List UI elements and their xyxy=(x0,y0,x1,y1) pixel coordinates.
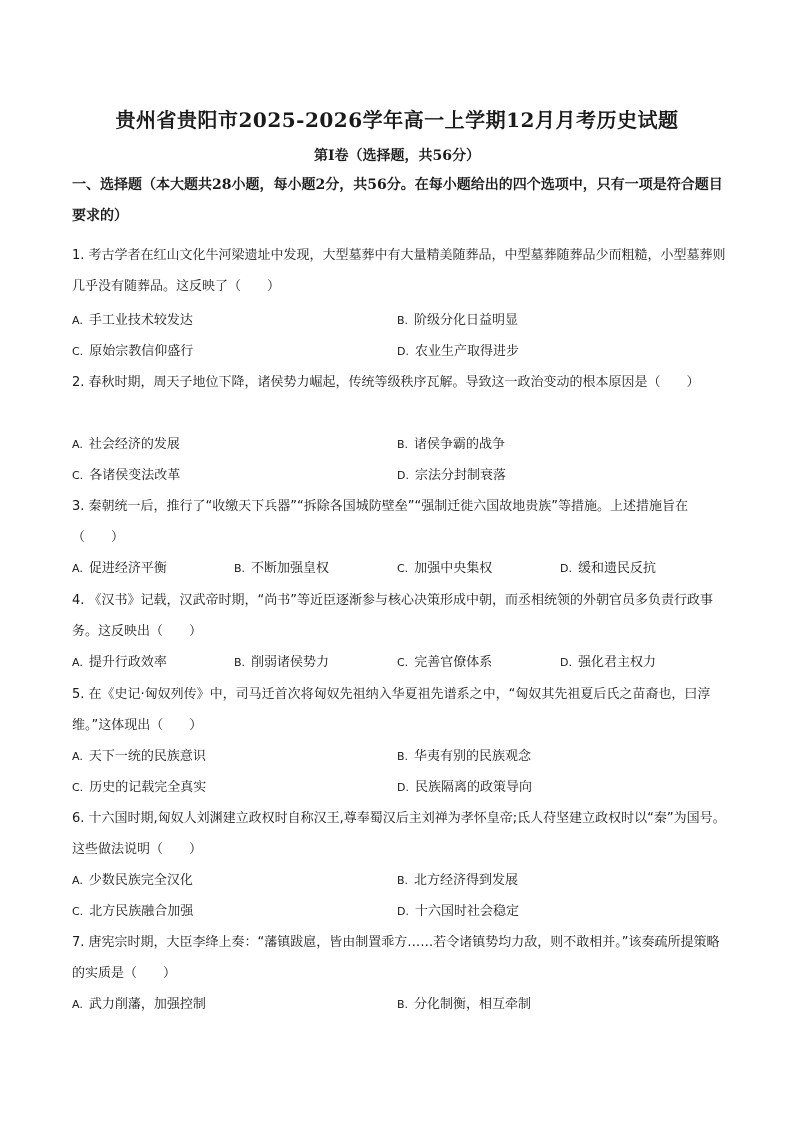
option-b[interactable]: B. 分化制衡，相互牵制 xyxy=(397,997,532,1012)
option-b[interactable]: B. 诸侯争霸的战争 xyxy=(397,437,506,452)
option-b[interactable]: B. 削弱诸侯势力 xyxy=(234,655,330,670)
question-text: 1. 考古学者在红山文化牛河梁遗址中发现，大型墓葬中有大量精美随葬品，中型墓葬随葬品少而粗糙，小型墓葬则几乎没有随葬品。这反映了（ ） xyxy=(72,248,726,294)
option-b[interactable]: B. 不断加强皇权 xyxy=(234,561,330,576)
option-d[interactable]: D. 宗法分封制衰落 xyxy=(397,468,506,483)
option-b[interactable]: B. 华夷有别的民族观念 xyxy=(397,749,532,764)
question-options-7 xyxy=(72,989,732,1020)
option-c[interactable]: C. 原始宗教信仰盛行 xyxy=(72,344,194,359)
question-text: 5. 在《史记·匈奴列传》中，司马迁首次将匈奴先祖纳入华夏祖先谱系之中，“匈奴其先祖夏后氏之苗裔也，曰淳维。”这体现出（ ） xyxy=(72,687,711,733)
option-b[interactable]: B. 北方经济得到发展 xyxy=(397,873,519,888)
option-a[interactable]: A. 少数民族完全汉化 xyxy=(72,873,193,888)
question-stem-2 xyxy=(72,367,732,398)
option-a[interactable]: A. 促进经济平衡 xyxy=(72,561,167,576)
question-text: 2. 春秋时期，周天子地位下降，诸侯势力崛起，传统等级秩序瓦解。导致这一政治变动的根本原因是（ ） xyxy=(72,375,700,390)
option-d[interactable]: D. 农业生产取得进步 xyxy=(397,344,519,359)
question-text: 7. 唐宪宗时期，大臣李绛上奏：“藩镇跋扈，皆由制置乖方……若令诸镇势均力敌，则不敢相并。”该奏疏所提策略的实质是（ ） xyxy=(72,935,720,981)
option-a[interactable]: A. 提升行政效率 xyxy=(72,655,167,670)
question-options-4 xyxy=(72,647,732,678)
question-options-1b xyxy=(72,336,732,367)
question-stem-1 xyxy=(72,240,732,302)
question-stem-4 xyxy=(72,585,732,647)
option-c[interactable]: C. 历史的记载完全真实 xyxy=(72,780,207,795)
option-d[interactable]: D. 十六国时社会稳定 xyxy=(397,904,519,919)
option-d[interactable]: D. 缓和遗民反抗 xyxy=(560,561,656,576)
option-a[interactable]: A. 手工业技术较发达 xyxy=(72,313,193,328)
question-stem-3 xyxy=(72,491,732,553)
question-options-3 xyxy=(72,553,732,584)
option-a[interactable]: A. 天下一统的民族意识 xyxy=(72,749,206,764)
option-c[interactable]: C. 完善官僚体系 xyxy=(397,655,493,670)
option-c[interactable]: C. 各诸侯变法改革 xyxy=(72,468,181,483)
option-a[interactable]: A. 武力削藩，加强控制 xyxy=(72,997,206,1012)
question-options-6b xyxy=(72,896,732,927)
question-text: 6. 十六国时期,匈奴人刘渊建立政权时自称汉王,尊奉蜀汉后主刘禅为孝怀皇帝;氐人苻坚建立政权时以“秦”为国号。这些做法说明（ ） xyxy=(72,811,726,857)
question-options-2a xyxy=(72,429,732,460)
question-options-5a xyxy=(72,741,732,772)
option-d[interactable]: D. 强化君主权力 xyxy=(560,655,656,670)
page-title: 贵州省贵阳市2025-2026学年高一上学期12月月考历史试题 xyxy=(115,108,679,132)
section-heading: 一、选择题（本大题共28小题，每小题2分，共56分。在每小题给出的四个选项中，只有一项是符合题目要求的） xyxy=(72,177,723,224)
option-b[interactable]: B. 阶级分化日益明显 xyxy=(397,313,519,328)
question-stem-5 xyxy=(72,679,732,741)
part-subtitle: 第Ⅰ卷（选择题，共56分） xyxy=(313,148,481,164)
question-stem-6 xyxy=(72,803,732,865)
question-options-6a xyxy=(72,865,732,896)
question-text: 4. 《汉书》记载，汉武帝时期，“尚书”等近臣逐渐参与核心决策形成中朝，而丞相统领的外朝官员多负责行政事务。这反映出（ ） xyxy=(72,593,714,639)
option-c[interactable]: C. 加强中央集权 xyxy=(397,561,493,576)
question-options-5b xyxy=(72,772,732,803)
question-options-2b xyxy=(72,460,732,491)
question-stem-7 xyxy=(72,927,732,989)
question-text: 3. 秦朝统一后，推行了“收缴天下兵器”“拆除各国城防壁垒”“强制迁徙六国故地贵族”等措施。上述措施旨在（ ） xyxy=(72,499,688,545)
option-c[interactable]: C. 北方民族融合加强 xyxy=(72,904,194,919)
option-d[interactable]: D. 民族隔离的政策导向 xyxy=(397,780,532,795)
option-a[interactable]: A. 社会经济的发展 xyxy=(72,437,180,452)
question-options-1a xyxy=(72,305,732,336)
